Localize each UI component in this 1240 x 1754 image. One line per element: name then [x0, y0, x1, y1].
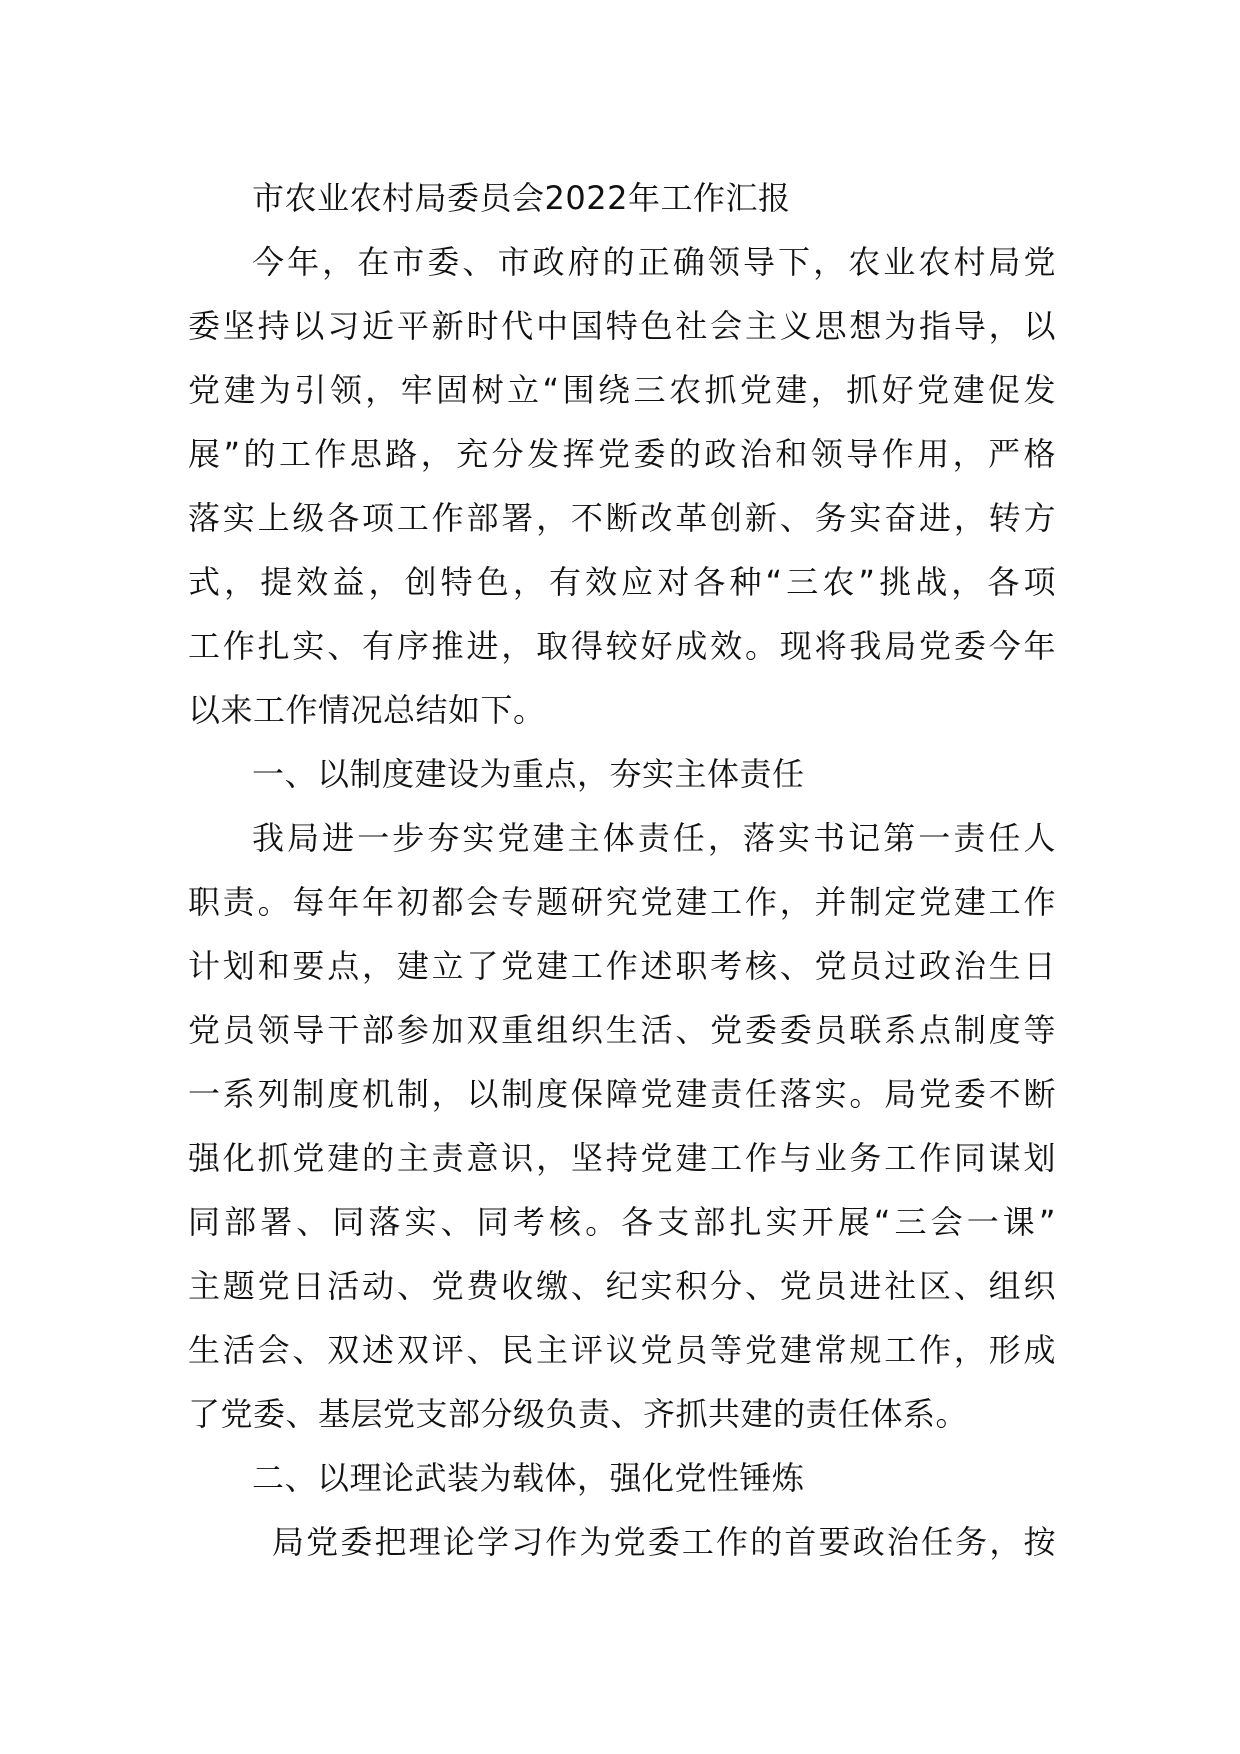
- paragraph-1-line: 党建为引领，牢固树立“围绕三农抓党建，抓好党建促发: [188, 371, 1056, 409]
- paragraph-2-line: 了党委、基层党支部分级负责、齐抓共建的责任体系。: [188, 1395, 969, 1433]
- paragraph-2-line: 生活会、双述双评、民主评议党员等党建常规工作，形成: [188, 1331, 1056, 1369]
- paragraph-3-line: 局党委把理论学习作为党委工作的首要政治任务，按: [272, 1523, 1056, 1561]
- section-heading-2: 二、以理论武装为载体，强化党性锤炼: [252, 1459, 805, 1497]
- paragraph-1-line: 式，提效益，创特色，有效应对各种“三农”挑战，各项: [188, 563, 1056, 601]
- paragraph-1-line: 展”的工作思路，充分发挥党委的政治和领导作用，严格: [188, 435, 1056, 473]
- paragraph-2-line: 计划和要点，建立了党建工作述职考核、党员过政治生日: [188, 947, 1056, 985]
- paragraph-1-line: 落实上级各项工作部署，不断改革创新、务实奋进，转方: [188, 499, 1056, 537]
- paragraph-2-line: 同部署、同落实、同考核。各支部扎实开展“三会一课”: [188, 1203, 1056, 1241]
- paragraph-2-line: 一系列制度机制，以制度保障党建责任落实。局党委不断: [188, 1075, 1056, 1113]
- paragraph-2-line: 主题党日活动、党费收缴、纪实积分、党员进社区、组织: [188, 1267, 1056, 1305]
- paragraph-1-line: 今年，在市委、市政府的正确领导下，农业农村局党: [252, 243, 1056, 281]
- document-title: 市农业农村局委员会2022年工作汇报: [252, 179, 791, 217]
- paragraph-2-line: 职责。每年年初都会专题研究党建工作，并制定党建工作: [188, 883, 1056, 921]
- document-body: [188, 166, 1056, 1574]
- paragraph-1-line: 委坚持以习近平新时代中国特色社会主义思想为指导，以: [188, 307, 1056, 345]
- paragraph-2-line: 强化抓党建的主责意识，坚持党建工作与业务工作同谋划: [188, 1139, 1056, 1177]
- paragraph-1-line: 工作扎实、有序推进，取得较好成效。现将我局党委今年: [188, 627, 1056, 665]
- paragraph-2-line: 我局进一步夯实党建主体责任，落实书记第一责任人: [252, 819, 1056, 857]
- paragraph-1-line: 以来工作情况总结如下。: [188, 691, 546, 729]
- section-heading-1: 一、以制度建设为重点，夯实主体责任: [252, 755, 805, 793]
- paragraph-2-line: 党员领导干部参加双重组织生活、党委委员联系点制度等: [188, 1011, 1056, 1049]
